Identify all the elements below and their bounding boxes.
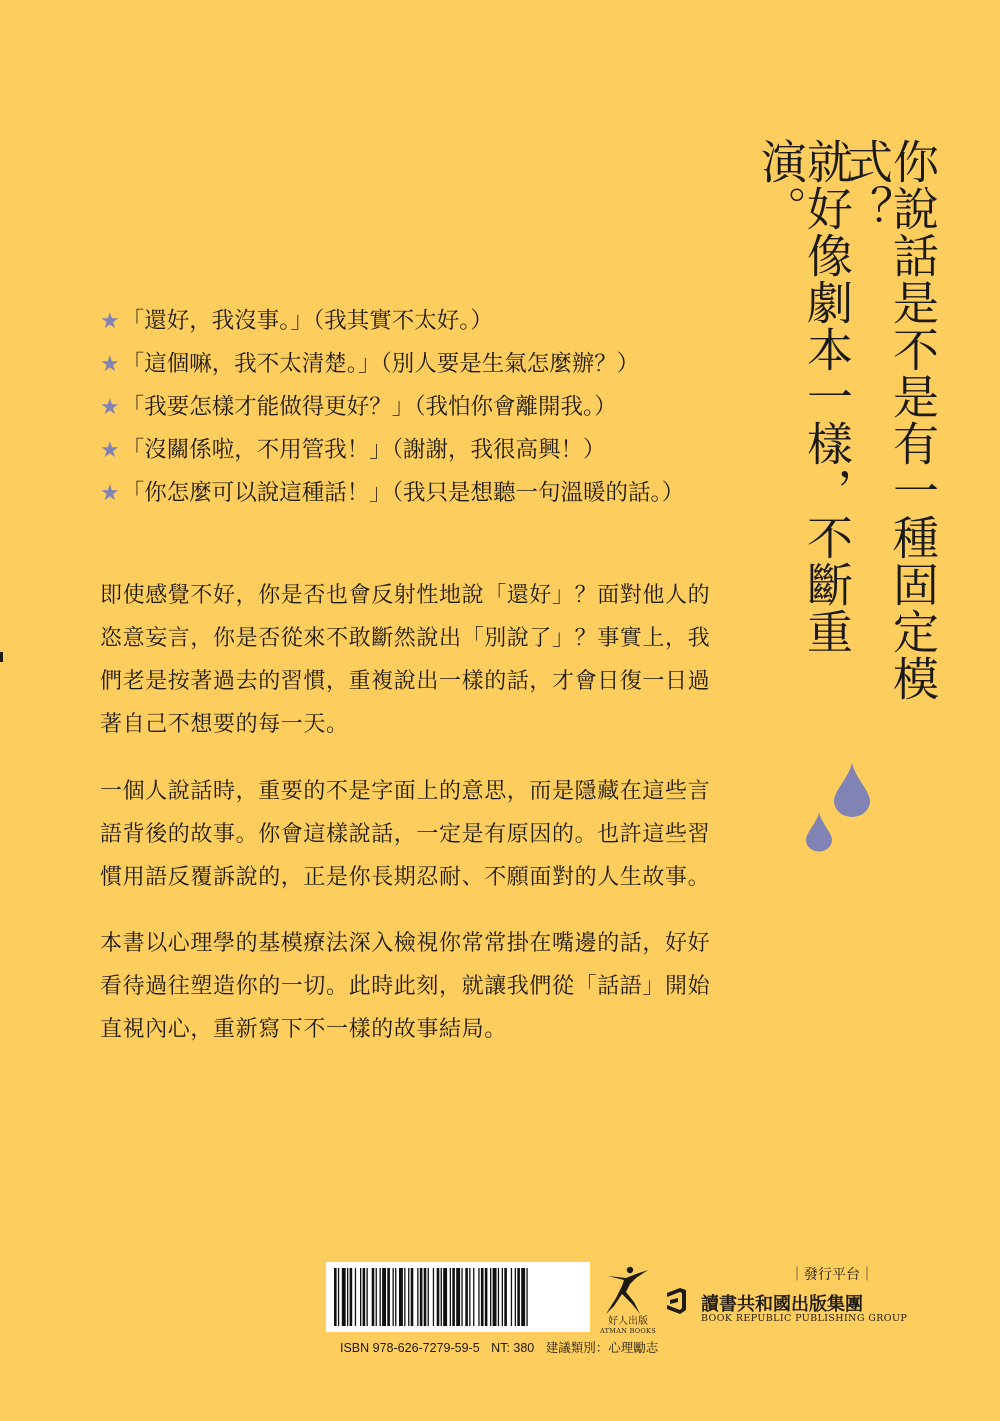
quote-list <box>100 300 720 515</box>
star-icon: ★ <box>100 352 120 377</box>
barcode-bar <box>450 1268 451 1326</box>
quote-text: 「你怎麼可以說這種話！」（我只是想聽一句溫暖的話。） <box>121 480 685 506</box>
barcode-bar <box>456 1268 460 1326</box>
barcode-bar <box>372 1268 375 1326</box>
barcode-bar <box>498 1268 499 1326</box>
barcode-bar <box>424 1268 427 1326</box>
water-drop-icon <box>806 812 832 852</box>
barcode-bar <box>465 1268 468 1326</box>
edge-mark <box>0 652 3 662</box>
barcode-bar <box>334 1268 337 1326</box>
barcode-bar <box>469 1268 470 1326</box>
quote-item <box>100 472 720 515</box>
barcode-bar <box>395 1268 396 1326</box>
barcode-bar <box>387 1268 390 1326</box>
publisher-english-name: BOOK REPUBLIC PUBLISHING GROUP <box>701 1313 908 1324</box>
barcode-bar <box>481 1268 484 1326</box>
price-text: NT: 380 <box>491 1341 535 1355</box>
quote-item <box>100 300 720 343</box>
imprint-english-name: ATMAN BOOKS <box>600 1327 656 1335</box>
barcode-bar <box>338 1268 339 1326</box>
barcode-bar <box>342 1268 346 1326</box>
barcode-bar <box>452 1268 455 1326</box>
barcode-bar <box>380 1268 381 1326</box>
barcode-bar <box>433 1268 434 1326</box>
category-text: 建議類別：心理勵志 <box>545 1341 659 1355</box>
barcode-bar <box>350 1268 353 1326</box>
barcode-bar <box>417 1268 418 1326</box>
headline-column-2: 就好像劇本一樣，不斷重演。 <box>754 138 854 655</box>
barcode-bar <box>485 1268 488 1326</box>
barcode-bar <box>367 1268 368 1326</box>
running-figure-logo-icon <box>600 1262 654 1316</box>
publisher-logo-icon <box>664 1286 694 1316</box>
star-icon: ★ <box>100 395 120 420</box>
barcode-bar <box>511 1268 512 1326</box>
barcode-bar <box>517 1268 520 1326</box>
barcode-bars <box>334 1268 582 1326</box>
barcode-bar <box>355 1268 356 1326</box>
headline-column-1: 你說話是不是有一種固定模式？ <box>840 138 940 702</box>
quote-text: 「沒關係啦，不用管我！」（謝謝，我很高興！） <box>121 437 606 463</box>
barcode-bar <box>526 1268 527 1326</box>
quote-text: 「我要怎樣才能做得更好？」（我怕你會離開我。） <box>121 394 617 420</box>
barcode-bar <box>493 1268 497 1326</box>
barcode <box>326 1262 590 1332</box>
barcode-bar <box>399 1268 403 1326</box>
water-drop-icon <box>834 763 870 817</box>
quote-item <box>100 429 720 472</box>
barcode-bar <box>515 1268 516 1326</box>
barcode-bar <box>443 1268 447 1326</box>
barcode-bar <box>521 1268 525 1326</box>
imprint-name: 好人出版 <box>608 1316 648 1327</box>
barcode-bar <box>437 1268 440 1326</box>
barcode-bar <box>404 1268 405 1326</box>
barcode-bar <box>420 1268 423 1326</box>
quote-item <box>100 386 720 429</box>
barcode-bar <box>393 1268 394 1326</box>
barcode-bar <box>360 1268 361 1326</box>
star-icon: ★ <box>100 438 120 463</box>
star-icon: ★ <box>100 481 120 506</box>
isbn-line <box>340 1338 666 1356</box>
barcode-bar <box>411 1268 414 1326</box>
platform-label: ｜發行平台｜ <box>790 1267 874 1283</box>
body-paragraph: 一個人說話時，重要的不是字面上的意思，而是隱藏在這些言語背後的故事。你會這樣說話，一定是有原因的。也許這些習慣用語反覆訴說的，正是你長期忍耐、不願面對的人生故事。 <box>100 779 711 890</box>
quote-item <box>100 343 720 386</box>
barcode-bar <box>441 1268 442 1326</box>
body-paragraph: 即使感覺不好，你是否也會反射性地說「還好」？面對他人的恣意妄言，你是否從來不敢斷然說出「別說了」？事實上，我們老是按著過去的習慣，重複說出一樣的話，才會日復一日過著自己不想要的每一天。 <box>100 583 711 737</box>
isbn-text: ISBN 978-626-7279-59-5 <box>340 1341 480 1355</box>
barcode-bar <box>478 1268 479 1326</box>
quote-text: 「這個嘛，我不太清楚。」（別人要是生氣怎麼辦？） <box>121 351 640 377</box>
barcode-bar <box>473 1268 474 1326</box>
barcode-bar <box>490 1268 491 1326</box>
barcode-bar <box>408 1268 409 1326</box>
barcode-bar <box>461 1268 462 1326</box>
barcode-bar <box>382 1268 386 1326</box>
barcode-bar <box>363 1268 366 1326</box>
barcode-bar <box>376 1268 377 1326</box>
quote-text: 「還好，我沒事。」（我其實不太好。） <box>121 308 493 334</box>
publisher-name: 讀書共和國出版集團 <box>701 1294 863 1315</box>
body-paragraph: 本書以心理學的基模療法深入檢視你常常掛在嘴邊的話，好好看待過往塑造你的一切。此時此刻，就讓我們從「話語」開始直視內心，重新寫下不一樣的故事結局。 <box>100 931 711 1042</box>
barcode-bar <box>347 1268 348 1326</box>
star-icon: ★ <box>100 309 120 334</box>
barcode-bar <box>502 1268 503 1326</box>
barcode-bar <box>504 1268 507 1326</box>
barcode-bar <box>428 1268 429 1326</box>
